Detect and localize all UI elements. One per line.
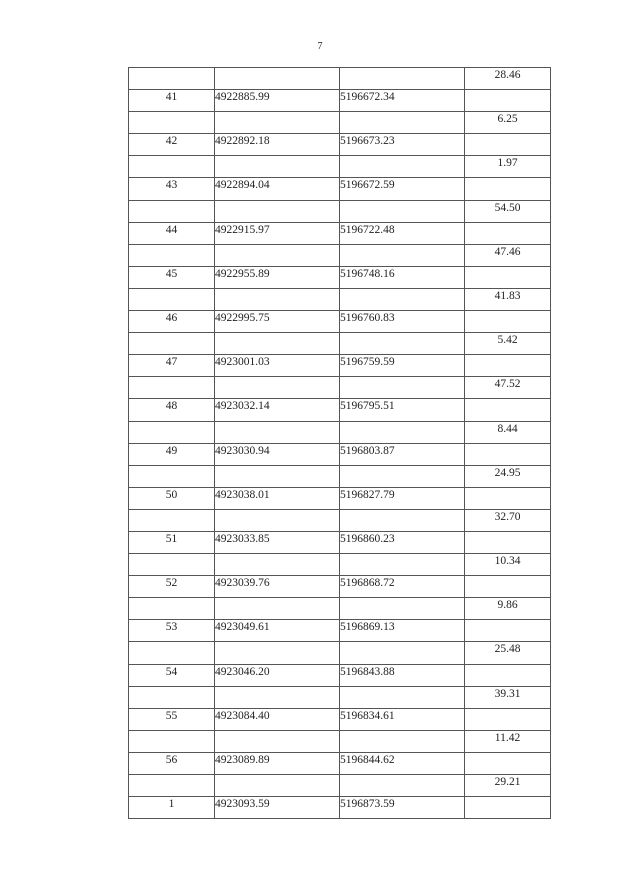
- x-coordinate-cell: 4923033.85: [215, 531, 340, 553]
- y-coordinate-cell: [340, 156, 465, 178]
- x-coordinate-cell: 4923093.59: [215, 797, 340, 819]
- point-number-cell: [129, 200, 215, 222]
- y-coordinate-cell: 5196834.61: [340, 708, 465, 730]
- point-number-cell: [129, 465, 215, 487]
- x-coordinate-cell: 4922894.04: [215, 178, 340, 200]
- y-coordinate-cell: 5196803.87: [340, 443, 465, 465]
- distance-cell: 8.44: [465, 421, 551, 443]
- distance-cell: [465, 134, 551, 156]
- y-coordinate-cell: [340, 598, 465, 620]
- distance-cell: 28.46: [465, 68, 551, 90]
- point-row: [129, 708, 551, 730]
- y-coordinate-cell: [340, 288, 465, 310]
- point-row: [129, 797, 551, 819]
- distance-cell: [465, 752, 551, 774]
- point-number-cell: 53: [129, 620, 215, 642]
- distance-row: [129, 244, 551, 266]
- distance-row: [129, 730, 551, 752]
- point-row: [129, 620, 551, 642]
- distance-row: [129, 642, 551, 664]
- point-number-cell: 52: [129, 576, 215, 598]
- y-coordinate-cell: 5196759.59: [340, 355, 465, 377]
- point-row: [129, 222, 551, 244]
- point-number-cell: 48: [129, 399, 215, 421]
- point-number-cell: [129, 509, 215, 531]
- y-coordinate-cell: [340, 554, 465, 576]
- distance-cell: [465, 399, 551, 421]
- point-number-cell: [129, 68, 215, 90]
- x-coordinate-cell: 4923084.40: [215, 708, 340, 730]
- x-coordinate-cell: [215, 112, 340, 134]
- x-coordinate-cell: [215, 465, 340, 487]
- point-number-cell: 50: [129, 487, 215, 509]
- point-row: [129, 531, 551, 553]
- distance-cell: 9.86: [465, 598, 551, 620]
- point-number-cell: [129, 775, 215, 797]
- point-row: [129, 178, 551, 200]
- x-coordinate-cell: [215, 775, 340, 797]
- x-coordinate-cell: [215, 288, 340, 310]
- y-coordinate-cell: [340, 509, 465, 531]
- y-coordinate-cell: 5196860.23: [340, 531, 465, 553]
- distance-row: [129, 68, 551, 90]
- y-coordinate-cell: [340, 244, 465, 266]
- distance-cell: 29.21: [465, 775, 551, 797]
- distance-cell: 47.52: [465, 377, 551, 399]
- coordinates-table-body: [129, 68, 551, 819]
- x-coordinate-cell: 4922915.97: [215, 222, 340, 244]
- point-number-cell: 49: [129, 443, 215, 465]
- distance-cell: [465, 797, 551, 819]
- point-row: [129, 576, 551, 598]
- x-coordinate-cell: 4922995.75: [215, 311, 340, 333]
- distance-row: [129, 333, 551, 355]
- point-number-cell: [129, 377, 215, 399]
- point-number-cell: 46: [129, 311, 215, 333]
- point-number-cell: 54: [129, 664, 215, 686]
- point-number-cell: [129, 421, 215, 443]
- point-number-cell: [129, 686, 215, 708]
- y-coordinate-cell: 5196843.88: [340, 664, 465, 686]
- distance-row: [129, 465, 551, 487]
- y-coordinate-cell: [340, 112, 465, 134]
- point-number-cell: 56: [129, 752, 215, 774]
- distance-cell: [465, 708, 551, 730]
- y-coordinate-cell: 5196760.83: [340, 311, 465, 333]
- x-coordinate-cell: 4923032.14: [215, 399, 340, 421]
- distance-cell: 11.42: [465, 730, 551, 752]
- point-number-cell: 41: [129, 90, 215, 112]
- point-number-cell: [129, 112, 215, 134]
- distance-cell: [465, 576, 551, 598]
- point-number-cell: 43: [129, 178, 215, 200]
- point-number-cell: [129, 730, 215, 752]
- x-coordinate-cell: 4923039.76: [215, 576, 340, 598]
- distance-cell: [465, 620, 551, 642]
- point-number-cell: [129, 156, 215, 178]
- distance-cell: 24.95: [465, 465, 551, 487]
- point-number-cell: 47: [129, 355, 215, 377]
- distance-row: [129, 775, 551, 797]
- y-coordinate-cell: [340, 377, 465, 399]
- point-number-cell: [129, 288, 215, 310]
- distance-cell: 41.83: [465, 288, 551, 310]
- y-coordinate-cell: 5196868.72: [340, 576, 465, 598]
- distance-row: [129, 598, 551, 620]
- point-number-cell: 44: [129, 222, 215, 244]
- distance-cell: 10.34: [465, 554, 551, 576]
- x-coordinate-cell: 4923049.61: [215, 620, 340, 642]
- y-coordinate-cell: 5196795.51: [340, 399, 465, 421]
- x-coordinate-cell: [215, 333, 340, 355]
- distance-cell: [465, 443, 551, 465]
- distance-cell: [465, 311, 551, 333]
- x-coordinate-cell: 4923038.01: [215, 487, 340, 509]
- x-coordinate-cell: [215, 156, 340, 178]
- distance-cell: [465, 222, 551, 244]
- point-row: [129, 752, 551, 774]
- distance-cell: [465, 531, 551, 553]
- y-coordinate-cell: 5196748.16: [340, 266, 465, 288]
- point-number-cell: 45: [129, 266, 215, 288]
- point-number-cell: 1: [129, 797, 215, 819]
- distance-cell: 1.97: [465, 156, 551, 178]
- point-number-cell: 51: [129, 531, 215, 553]
- distance-cell: 5.42: [465, 333, 551, 355]
- point-row: [129, 90, 551, 112]
- y-coordinate-cell: 5196844.62: [340, 752, 465, 774]
- y-coordinate-cell: [340, 333, 465, 355]
- x-coordinate-cell: 4923030.94: [215, 443, 340, 465]
- point-number-cell: [129, 244, 215, 266]
- x-coordinate-cell: [215, 554, 340, 576]
- y-coordinate-cell: [340, 465, 465, 487]
- distance-cell: [465, 178, 551, 200]
- distance-cell: [465, 664, 551, 686]
- point-row: [129, 134, 551, 156]
- x-coordinate-cell: 4923089.89: [215, 752, 340, 774]
- point-row: [129, 399, 551, 421]
- x-coordinate-cell: [215, 509, 340, 531]
- y-coordinate-cell: [340, 642, 465, 664]
- y-coordinate-cell: 5196873.59: [340, 797, 465, 819]
- y-coordinate-cell: [340, 200, 465, 222]
- distance-cell: 25.48: [465, 642, 551, 664]
- distance-row: [129, 686, 551, 708]
- distance-cell: 54.50: [465, 200, 551, 222]
- x-coordinate-cell: [215, 686, 340, 708]
- y-coordinate-cell: 5196672.34: [340, 90, 465, 112]
- point-number-cell: [129, 598, 215, 620]
- distance-row: [129, 509, 551, 531]
- x-coordinate-cell: 4922892.18: [215, 134, 340, 156]
- coordinates-table: [128, 67, 551, 819]
- point-number-cell: [129, 333, 215, 355]
- x-coordinate-cell: 4923046.20: [215, 664, 340, 686]
- distance-cell: 39.31: [465, 686, 551, 708]
- point-row: [129, 266, 551, 288]
- point-number-cell: [129, 554, 215, 576]
- distance-cell: [465, 90, 551, 112]
- point-number-cell: [129, 642, 215, 664]
- distance-row: [129, 156, 551, 178]
- distance-cell: [465, 266, 551, 288]
- x-coordinate-cell: [215, 598, 340, 620]
- x-coordinate-cell: [215, 421, 340, 443]
- distance-cell: 32.70: [465, 509, 551, 531]
- page-number: 7: [317, 41, 323, 52]
- x-coordinate-cell: [215, 730, 340, 752]
- y-coordinate-cell: 5196673.23: [340, 134, 465, 156]
- x-coordinate-cell: [215, 642, 340, 664]
- x-coordinate-cell: [215, 377, 340, 399]
- point-row: [129, 443, 551, 465]
- x-coordinate-cell: 4923001.03: [215, 355, 340, 377]
- y-coordinate-cell: [340, 421, 465, 443]
- y-coordinate-cell: 5196869.13: [340, 620, 465, 642]
- point-row: [129, 487, 551, 509]
- distance-cell: 47.46: [465, 244, 551, 266]
- distance-row: [129, 112, 551, 134]
- distance-cell: [465, 355, 551, 377]
- x-coordinate-cell: 4922955.89: [215, 266, 340, 288]
- x-coordinate-cell: [215, 68, 340, 90]
- distance-row: [129, 421, 551, 443]
- x-coordinate-cell: [215, 200, 340, 222]
- y-coordinate-cell: 5196827.79: [340, 487, 465, 509]
- x-coordinate-cell: 4922885.99: [215, 90, 340, 112]
- point-number-cell: 55: [129, 708, 215, 730]
- distance-row: [129, 288, 551, 310]
- y-coordinate-cell: [340, 686, 465, 708]
- point-number-cell: 42: [129, 134, 215, 156]
- distance-row: [129, 200, 551, 222]
- y-coordinate-cell: [340, 68, 465, 90]
- y-coordinate-cell: [340, 730, 465, 752]
- point-row: [129, 311, 551, 333]
- distance-cell: 6.25: [465, 112, 551, 134]
- distance-cell: [465, 487, 551, 509]
- distance-row: [129, 554, 551, 576]
- distance-row: [129, 377, 551, 399]
- x-coordinate-cell: [215, 244, 340, 266]
- point-row: [129, 664, 551, 686]
- y-coordinate-cell: 5196722.48: [340, 222, 465, 244]
- point-row: [129, 355, 551, 377]
- y-coordinate-cell: 5196672.59: [340, 178, 465, 200]
- y-coordinate-cell: [340, 775, 465, 797]
